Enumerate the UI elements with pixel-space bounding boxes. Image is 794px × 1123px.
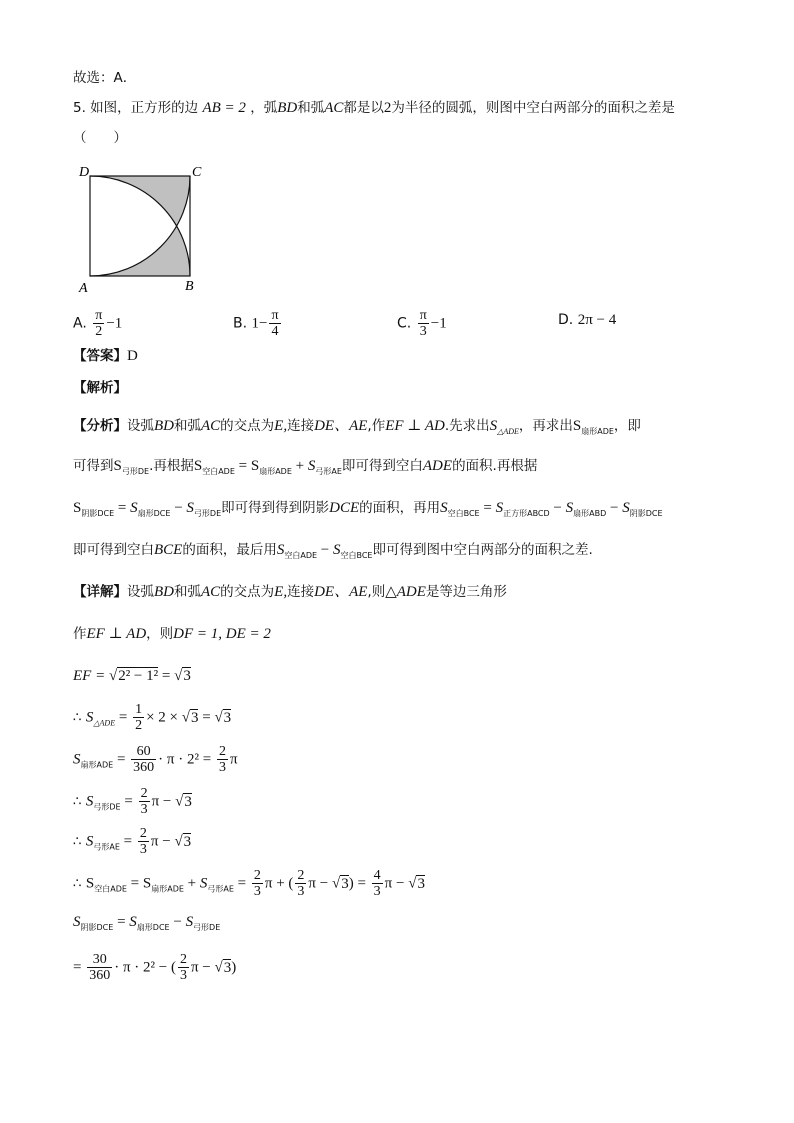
option-c-key: C. — [397, 315, 412, 332]
option-c-tail: −1 — [430, 315, 447, 332]
fenxi-tag: 【分析】 — [73, 418, 127, 434]
xiangjie-line-2: 作EF ⊥ AD，则DF = 1, DE = 2 — [73, 626, 271, 642]
option-a-key: A. — [73, 315, 87, 332]
step-sector-ade: $S_{扇形ADE}$ = $\frac{60}{360}$ · π · 2² = $\frac{2}{3}$ π — [73, 744, 238, 775]
option-b-fraction: $\frac{\pi}{4}$ — [271, 308, 279, 339]
step-blank-ade: ∴ $S_{空白ADE} = S_{扇形ADE} + S_{弓形AE}$ = $\frac{2}{3}$ π + ( $\frac{2}{3}$ π − √3) = $\frac{4}{3}$ π − √3 — [73, 868, 425, 899]
step-area-triangle: ∴ $S_{\triangle ADE}$ = $\frac{1}{2}$ × 2 × √3 = √3 — [73, 702, 232, 733]
question-text-a: ，弧 — [250, 100, 278, 116]
shaded-region-bottom — [90, 226, 190, 276]
option-c-fraction: $\frac{\pi}{3}$ — [419, 308, 427, 339]
option-b-head: 1− — [251, 315, 268, 332]
analysis-heading — [73, 378, 127, 398]
xiangjie-line-1: 【详解】设弧BD和弧AC的交点为E,连接DE、AE,则△ADE是等边三角形 — [73, 584, 507, 600]
question-text-d: 为半径的圆弧，则图中空白两部分的面积之差是 — [391, 100, 675, 116]
geometry-figure — [75, 158, 215, 298]
previous-answer: 故选：A． — [73, 70, 137, 86]
option-a-fraction: $\frac{\pi}{2}$ — [95, 308, 103, 339]
label-a: A — [79, 281, 88, 296]
label-c: C — [192, 165, 202, 180]
analysis-tag: 【解析】 — [73, 380, 127, 396]
answer-tag: 【答案】 — [73, 348, 127, 364]
step-segment-ae: ∴ $S_{弓形AE}$ = $\frac{2}{3}$ π − √3 — [73, 826, 192, 857]
fenxi-line-4: 即可得到空白BCE的面积，最后用$S_{空白ADE} - S_{空白BCE}$即可得到图中空白两部分的面积之差. — [73, 542, 593, 560]
fenxi-line-1: 【分析】设弧BD和弧AC的交点为E,连接DE、AE,作EF ⊥ AD.先求出$S_{\triangle ADE}$，再求出$S_{扇形ADE}$，即 — [73, 418, 641, 436]
xiangjie-tag: 【详解】 — [73, 584, 127, 600]
step-shadow-dce: $S_{阴影DCE} = S_{扇形DCE} - S_{弓形DE}$ — [73, 914, 221, 932]
question-text — [73, 98, 675, 118]
option-b[interactable] — [233, 308, 283, 339]
option-b-key: B. — [233, 315, 248, 332]
label-b: B — [185, 279, 194, 294]
arc-ac: AC — [324, 100, 344, 116]
shaded-region-top — [90, 176, 190, 226]
question-text-c: 都是以 — [343, 100, 384, 116]
step-ef: EF = √2² − 1² = √3 — [73, 668, 191, 684]
step-shadow-value: = $\frac{30}{360}$ · π · 2² − ( $\frac{2}{3}$ π − √3) — [73, 952, 237, 983]
fenxi-line-2: 可得到$S_{弓形DE}$.再根据$S_{空白ADE} = S_{扇形ADE} + S_{弓形AE}$即可得到空白ADE的面积.再根据 — [73, 458, 538, 476]
answer-blank: （ ） — [73, 130, 127, 146]
option-a[interactable] — [73, 308, 122, 339]
fenxi-line-3: $S_{阴影DCE} = S_{扇形DCE} - S_{弓形DE}$即可得到得到阴影DCE的面积，再用$S_{空白BCE} = S_{正方形ABCD} - S_{扇形ABD} - S_{阴影DCE}$ — [73, 500, 663, 518]
option-d-key: D. — [558, 312, 574, 328]
option-d-expr: 2π − 4 — [577, 312, 617, 328]
option-c[interactable] — [397, 308, 447, 339]
arc-bd: BD — [277, 100, 298, 116]
question-number: 5. 如图，正方形的边 — [73, 100, 199, 116]
label-d: D — [79, 165, 90, 180]
answer-value: D — [127, 348, 138, 364]
question-text-b: 和弧 — [297, 100, 325, 116]
option-d[interactable] — [558, 312, 616, 329]
option-a-tail: −1 — [106, 315, 123, 332]
step-segment-de: ∴ $S_{弓形DE}$ = $\frac{2}{3}$ π − √3 — [73, 786, 192, 817]
side-expression: AB = 2 — [202, 100, 246, 116]
answer-line — [73, 346, 138, 366]
radius-value: 2 — [383, 100, 392, 116]
